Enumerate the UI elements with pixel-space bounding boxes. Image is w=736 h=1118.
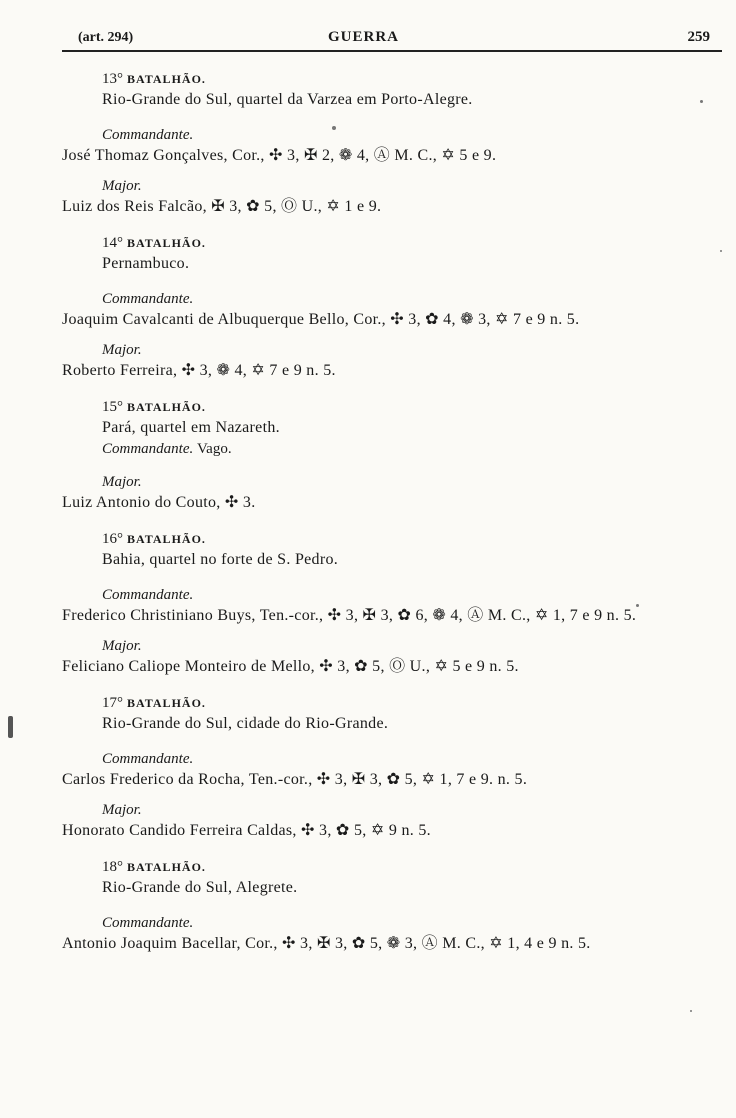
battalion-13 [62,70,712,216]
battalion-title [62,858,712,877]
battalion-number: 16° [102,531,123,547]
battalion-location: Rio-Grande do Sul, Alegrete. [102,879,298,896]
battalion-number: 15° [102,399,123,415]
ink-speck [636,604,639,607]
battalion-16 [62,530,712,676]
ink-smudge [8,716,13,738]
commandant-label: Commandante. [102,751,194,767]
commandant-label: Commandante. [102,915,194,931]
ink-speck [700,100,703,103]
major-entry: Feliciano Caliope Monteiro de Mello, ✣ 3, ✿ 5, Ⓞ U., ✡ 5 e 9 n. 5. [62,658,519,675]
commandant-entry: José Thomaz Gonçalves, Cor., ✣ 3, ✠ 2, ❁ 4, Ⓐ M. C., ✡ 5 e 9. [62,147,497,164]
battalion-15 [62,398,712,512]
major-label: Major. [102,474,142,490]
battalion-title [62,70,712,89]
major-label: Major. [102,342,142,358]
major-label: Major. [102,638,142,654]
battalion-title [62,234,712,253]
page-content [62,70,712,971]
battalion-word: BATALHÃO. [127,696,206,710]
battalion-word: BATALHÃO. [127,860,206,874]
commandant-entry: Antonio Joaquim Bacellar, Cor., ✣ 3, ✠ 3, ✿ 5, ❁ 3, Ⓐ M. C., ✡ 1, 4 e 9 n. 5. [62,935,591,952]
header-rule [62,50,722,52]
major-entry: Roberto Ferreira, ✣ 3, ❁ 4, ✡ 7 e 9 n. 5. [62,362,336,379]
battalion-word: BATALHÃO. [127,400,206,414]
battalion-14 [62,234,712,380]
battalion-location: Bahia, quartel no forte de S. Pedro. [102,551,339,568]
page-header [78,28,710,50]
battalion-title [62,530,712,549]
battalion-title [62,398,712,417]
battalion-number: 18° [102,859,123,875]
battalion-location: Pará, quartel em Nazareth. [102,419,280,436]
major-entry: Luiz Antonio do Couto, ✣ 3. [62,494,256,511]
ink-speck [720,250,722,252]
commandant-line [62,440,712,459]
battalion-17 [62,694,712,840]
battalion-number: 13° [102,71,123,87]
ink-speck [690,1010,692,1012]
commandant-vacant: Vago. [197,441,232,457]
battalion-location: Rio-Grande do Sul, quartel da Varzea em Porto-Alegre. [102,91,473,108]
battalion-word: BATALHÃO. [127,236,206,250]
battalion-location: Pernambuco. [102,255,190,272]
battalion-location: Rio-Grande do Sul, cidade do Rio-Grande. [102,715,389,732]
battalion-number: 17° [102,695,123,711]
commandant-label: Commandante. [102,127,194,143]
commandant-entry: Joaquim Cavalcanti de Albuquerque Bello, Cor., ✣ 3, ✿ 4, ❁ 3, ✡ 7 e 9 n. 5. [62,311,580,328]
commandant-entry: Frederico Christiniano Buys, Ten.-cor., ✣ 3, ✠ 3, ✿ 6, ❁ 4, Ⓐ M. C., ✡ 1, 7 e 9 n. 5. [62,607,637,624]
commandant-label: Commandante. [102,291,194,307]
commandant-label: Commandante. [102,441,194,457]
major-entry: Honorato Candido Ferreira Caldas, ✣ 3, ✿ 5, ✡ 9 n. 5. [62,822,431,839]
major-label: Major. [102,178,142,194]
commandant-entry: Carlos Frederico da Rocha, Ten.-cor., ✣ 3, ✠ 3, ✿ 5, ✡ 1, 7 e 9. n. 5. [62,771,528,788]
commandant-label: Commandante. [102,587,194,603]
page-number: 259 [687,29,710,45]
battalion-word: BATALHÃO. [127,72,206,86]
article-reference: (art. 294) [78,30,134,45]
running-title: GUERRA [328,29,400,45]
battalion-number: 14° [102,235,123,251]
battalion-title [62,694,712,713]
battalion-18 [62,858,712,953]
ink-speck [332,126,336,130]
major-entry: Luiz dos Reis Falcão, ✠ 3, ✿ 5, Ⓞ U., ✡ 1 e 9. [62,198,382,215]
major-label: Major. [102,802,142,818]
battalion-word: BATALHÃO. [127,532,206,546]
